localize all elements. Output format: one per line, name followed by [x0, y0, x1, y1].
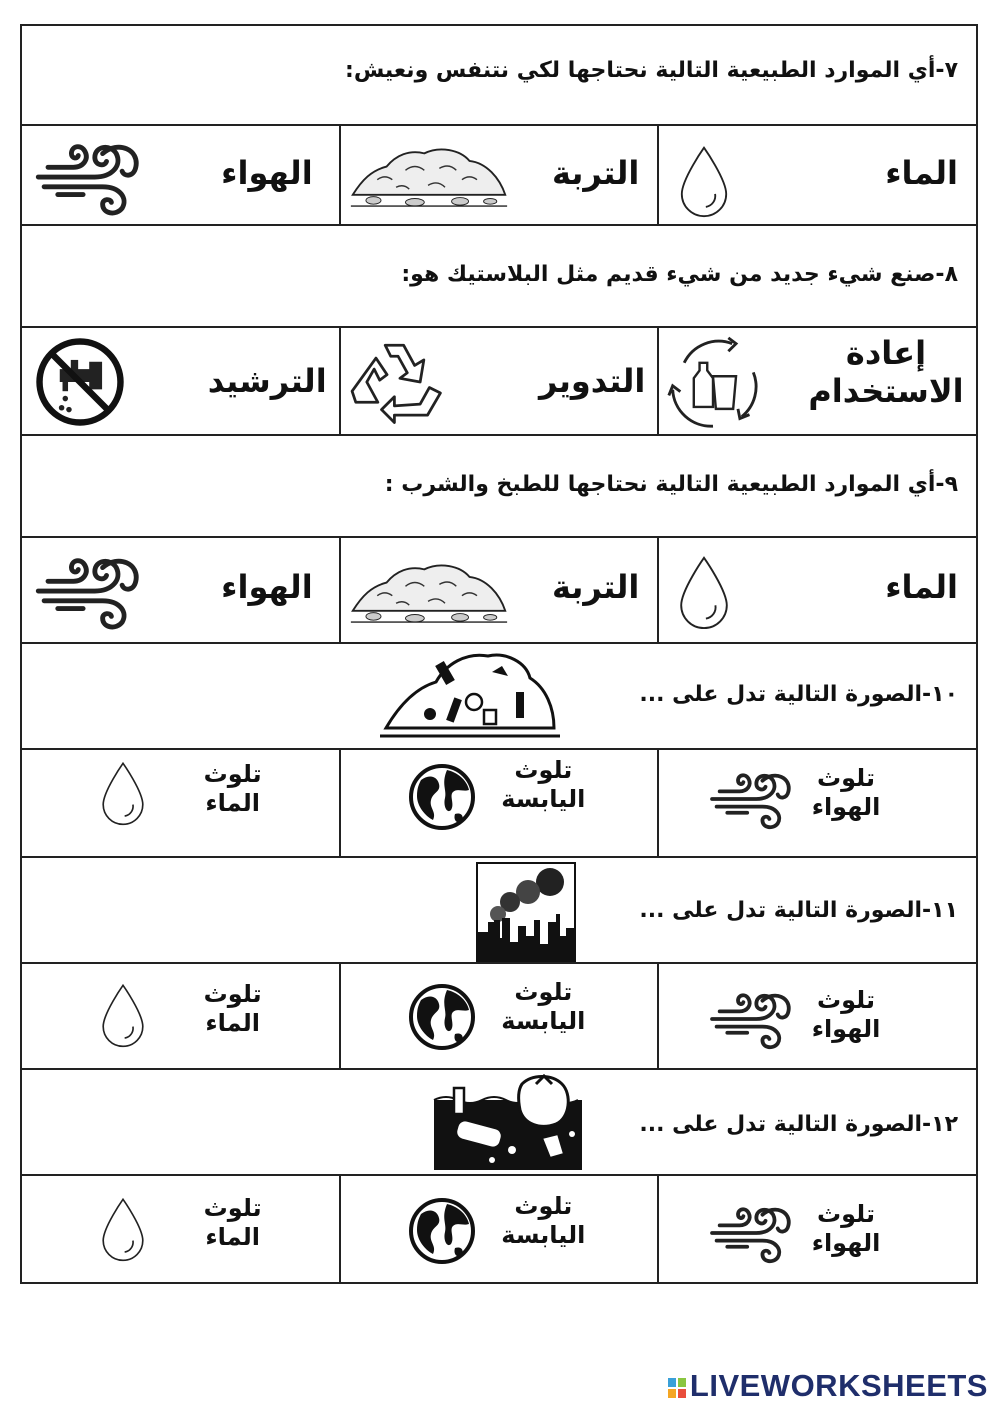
liveworksheets-watermark [668, 1368, 988, 1404]
option-air-pollution[interactable] [659, 1176, 976, 1282]
option-label: تلوث الهواء [811, 1200, 881, 1257]
option-water-pollution[interactable] [22, 1176, 341, 1282]
question-10-options [22, 750, 976, 858]
option-label: تلوث الماء [203, 980, 262, 1037]
wind-icon [34, 552, 142, 630]
water-drop-icon [98, 1196, 148, 1262]
wind-icon [709, 988, 793, 1050]
wind-icon [34, 138, 142, 216]
water-drop-icon [675, 554, 733, 630]
question-8 [22, 226, 976, 328]
question-10-text: ١٠-الصورة التالية تدل على ... [639, 682, 958, 707]
worksheet [20, 24, 978, 1284]
option-label: التربة [551, 154, 640, 192]
option-water[interactable] [659, 538, 976, 642]
question-7-options [22, 126, 976, 226]
question-11 [22, 858, 976, 964]
option-air[interactable] [22, 126, 341, 224]
question-12-text: ١٢-الصورة التالية تدل على ... [639, 1112, 958, 1137]
option-label: تلوث الماء [203, 760, 262, 817]
wind-icon [709, 768, 793, 830]
option-air-pollution[interactable] [659, 964, 976, 1068]
option-label: التربة [551, 568, 640, 606]
liveworksheets-logo-icon [668, 1376, 686, 1400]
question-10 [22, 644, 976, 750]
ocean-trash-icon [432, 1074, 584, 1172]
option-label: إعادة الاستخدام [808, 334, 964, 411]
option-label: تلوث الماء [203, 1194, 262, 1251]
question-12 [22, 1070, 976, 1176]
question-7-text: ٧-أي الموارد الطبيعية التالية نحتاجها لكي نتنفس ونعيش: [345, 58, 958, 83]
option-conservation[interactable] [22, 328, 341, 434]
soil-icon [349, 140, 509, 210]
option-water-pollution[interactable] [22, 750, 341, 856]
option-soil[interactable] [341, 126, 660, 224]
option-label: تلوث اليابسة [501, 1192, 586, 1249]
globe-icon [407, 1196, 477, 1266]
option-label: الترشيد [207, 362, 327, 400]
water-drop-icon [675, 144, 733, 218]
option-label: الهواء [221, 568, 313, 606]
question-11-text: ١١-الصورة التالية تدل على ... [639, 898, 958, 923]
option-water[interactable] [659, 126, 976, 224]
no-tap-icon [34, 336, 126, 428]
water-drop-icon [98, 760, 148, 826]
question-8-options [22, 328, 976, 436]
question-7 [22, 26, 976, 126]
garbage-pile-icon [380, 648, 560, 740]
option-label: الماء [885, 154, 958, 192]
water-drop-icon [98, 982, 148, 1048]
globe-icon [407, 982, 477, 1052]
question-11-options [22, 964, 976, 1070]
wind-icon [709, 1202, 793, 1264]
option-soil[interactable] [341, 538, 660, 642]
option-label: تلوث الهواء [811, 764, 881, 821]
option-reuse[interactable] [659, 328, 976, 434]
option-label: تلوث الهواء [811, 986, 881, 1043]
option-air[interactable] [22, 538, 341, 642]
option-label: التدوير [538, 362, 646, 400]
question-8-text: ٨-صنع شيء جديد من شيء قديم مثل البلاستيك هو: [401, 262, 958, 287]
option-label: الهواء [221, 154, 313, 192]
option-land-pollution[interactable] [341, 750, 660, 856]
option-recycling[interactable] [341, 328, 660, 434]
option-land-pollution[interactable] [341, 1176, 660, 1282]
option-air-pollution[interactable] [659, 750, 976, 856]
option-label: تلوث اليابسة [501, 756, 586, 813]
option-water-pollution[interactable] [22, 964, 341, 1068]
globe-icon [407, 762, 477, 832]
smokestack-city-icon [476, 862, 576, 962]
question-9-options [22, 538, 976, 644]
option-label: تلوث اليابسة [501, 978, 586, 1035]
question-9-text: ٩-أي الموارد الطبيعية التالية نحتاجها للطبخ والشرب : [384, 472, 958, 497]
option-label: الماء [885, 568, 958, 606]
soil-icon [349, 556, 509, 626]
watermark-text: LIVEWORKSHEETS [689, 1368, 988, 1403]
question-9 [22, 436, 976, 538]
recycle-icon [347, 336, 451, 428]
option-land-pollution[interactable] [341, 964, 660, 1068]
reuse-icon [665, 334, 761, 430]
question-12-options [22, 1176, 976, 1282]
